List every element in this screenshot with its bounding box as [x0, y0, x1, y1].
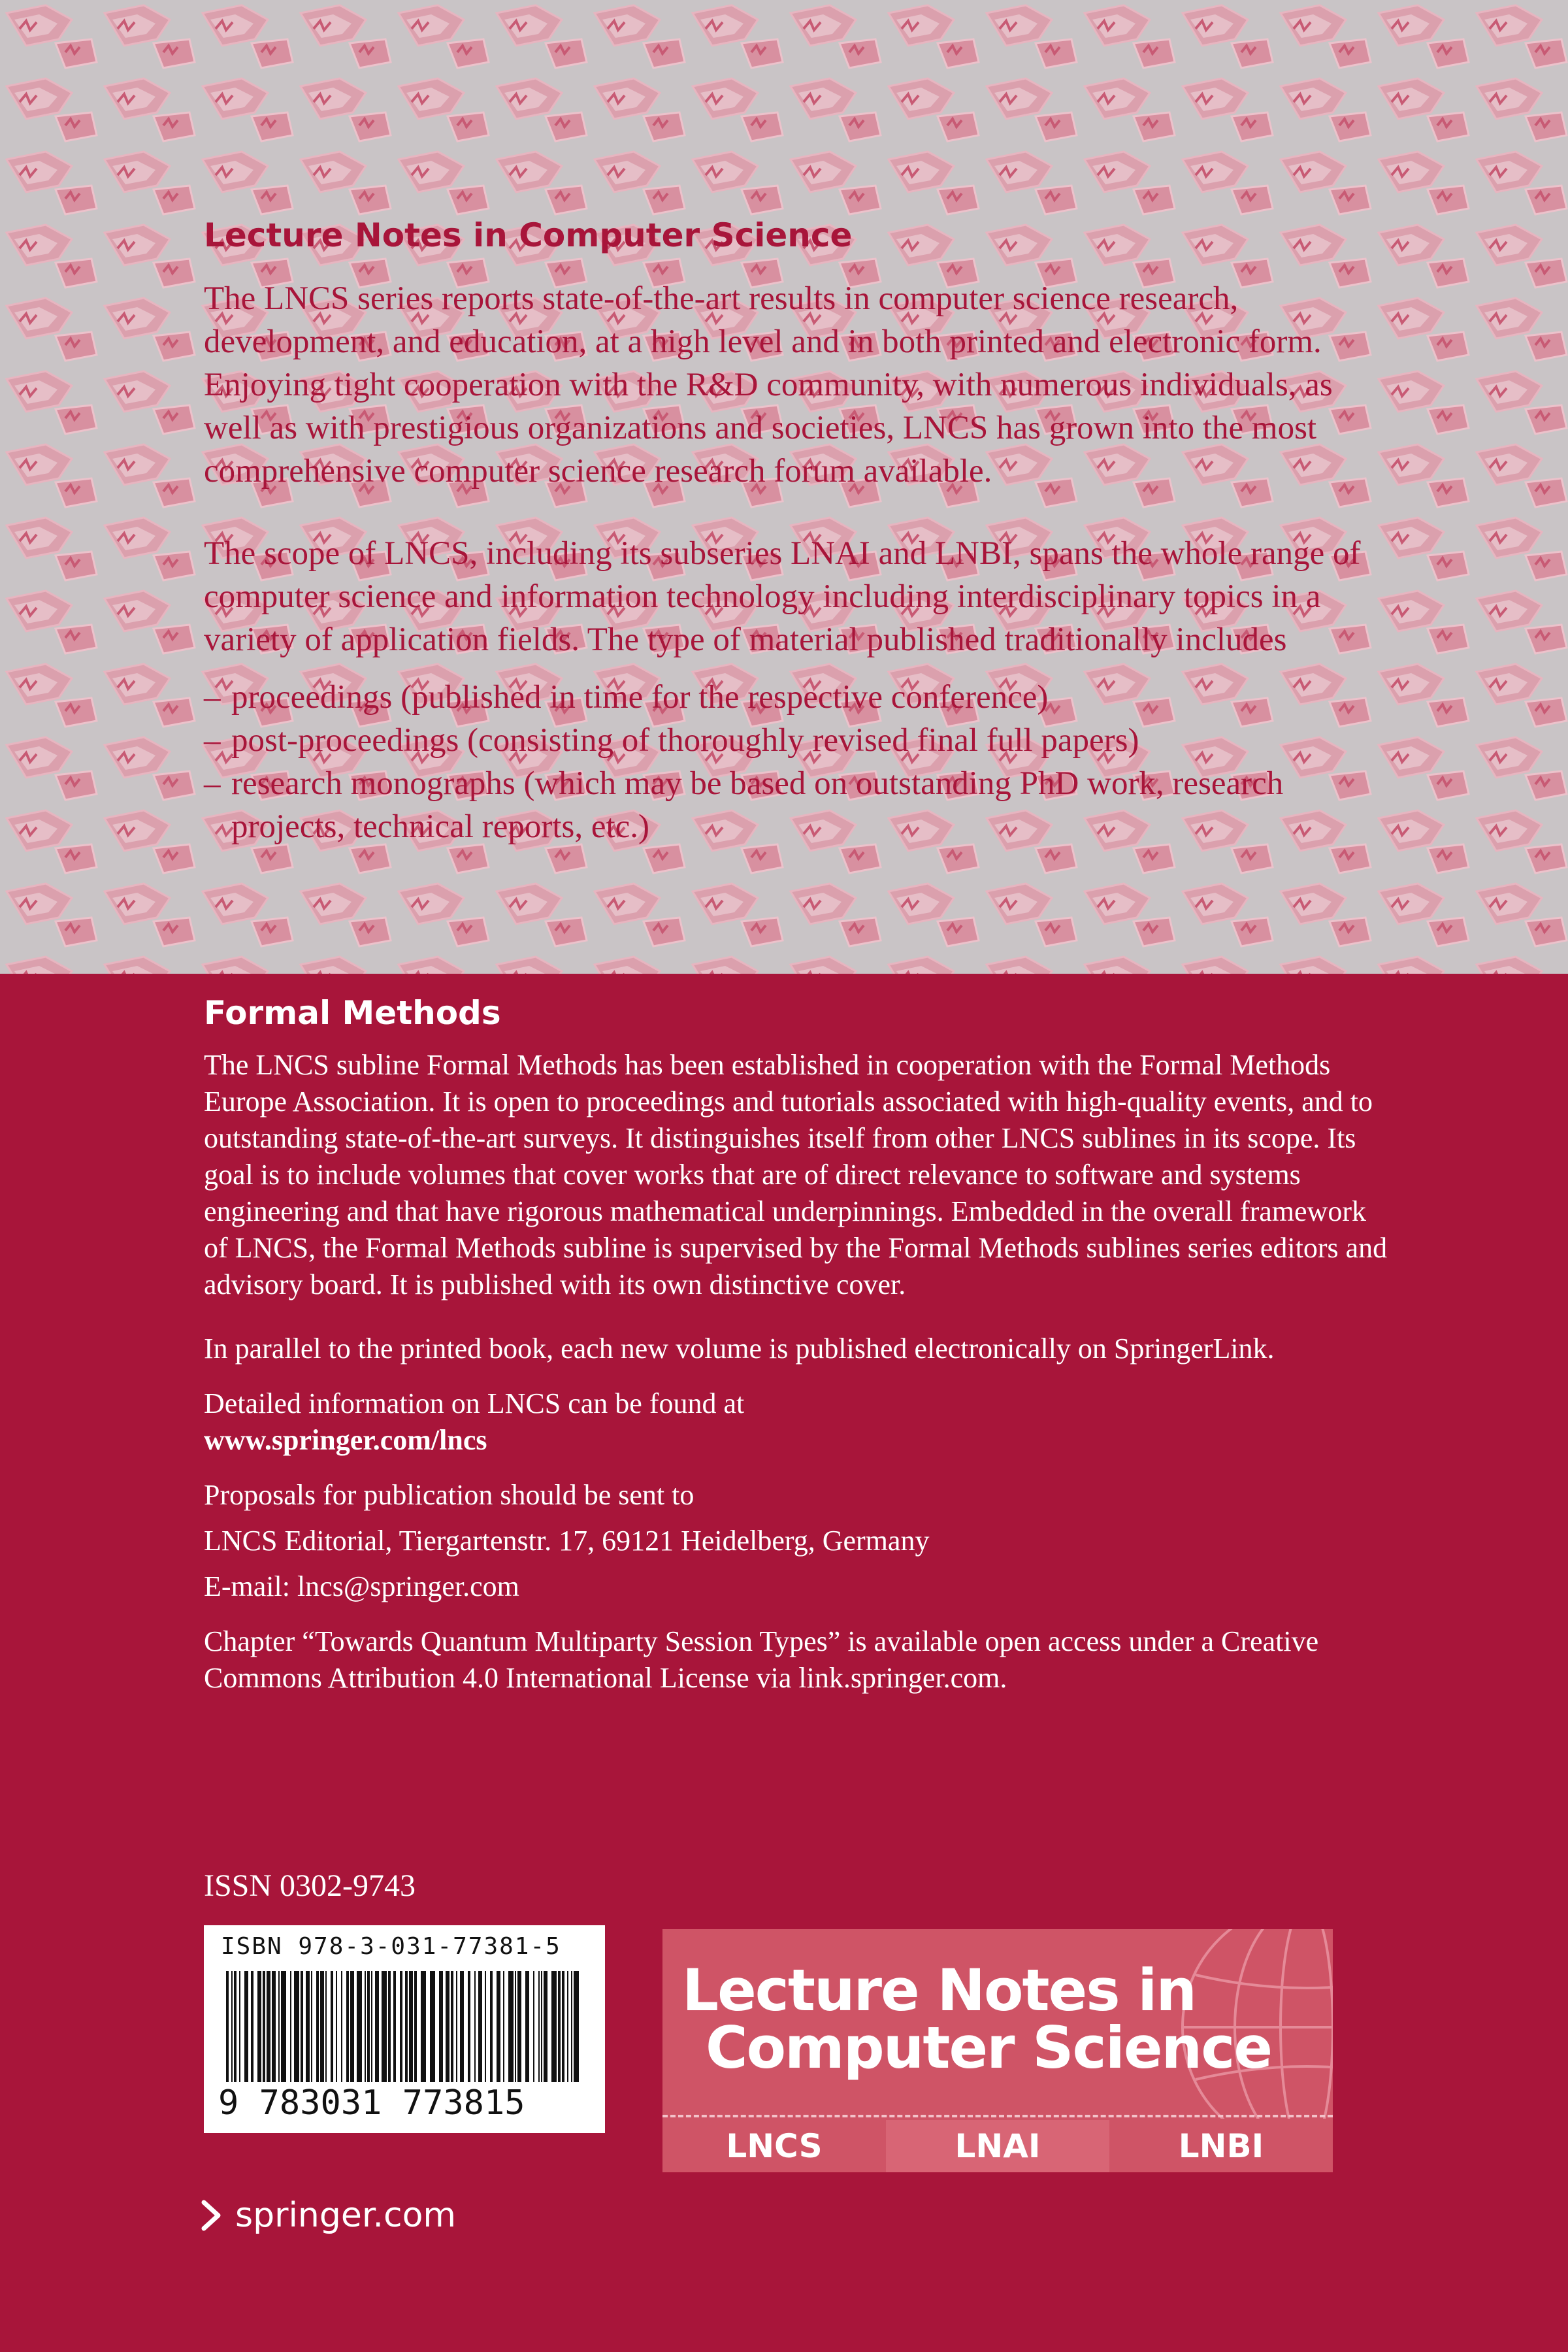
logo-tab-lncs: LNCS	[726, 2127, 823, 2165]
barcode-bars	[226, 1971, 583, 2089]
barcode-bar	[281, 1971, 286, 2082]
barcode-bar	[485, 1971, 486, 2082]
list-item-text: proceedings (published in time for the respective conference)	[231, 679, 1049, 716]
springer-link-text: springer.com	[235, 2196, 457, 2235]
barcode-bar	[456, 1971, 457, 2082]
email-line: E-mail: lncs@springer.com	[204, 1570, 519, 1602]
isbn-barcode	[204, 1925, 605, 2133]
barcode-bar	[311, 1971, 312, 2082]
ean-digits: 9 783031 773815	[218, 2083, 525, 2123]
barcode-bar	[267, 1971, 270, 2082]
editorial-address: LNCS Editorial, Tiergartenstr. 17, 69121 Heidelberg, Germany	[204, 1525, 930, 1557]
list-item: – research monographs (which may be based on outstanding PhD work, research projects, technical reports, etc.)	[204, 762, 1380, 848]
barcode-bar	[421, 1971, 426, 2082]
barcode-bar	[388, 1971, 391, 2082]
list-item-text: research monographs (which may be based on outstanding PhD work, research projects, technical reports, etc.)	[231, 765, 1284, 845]
barcode-bar	[405, 1971, 408, 2082]
barcode-bar	[393, 1971, 396, 2082]
barcode-bar	[226, 1971, 229, 2082]
barcode-bar	[503, 1971, 504, 2082]
open-access-note: Chapter “Towards Quantum Multiparty Session Types” is available open access under a Creative Commons Attribution 4.0 International License via link.springer.com.	[204, 1625, 1319, 1694]
logo-title-line2: Computer Science	[706, 2014, 1272, 2081]
barcode-bar	[517, 1971, 521, 2082]
barcode-bar	[320, 1971, 324, 2082]
barcode-bar	[567, 1971, 568, 2082]
barcode-bar	[251, 1971, 253, 2082]
subline-heading: Formal Methods	[204, 994, 501, 1032]
barcode-bar	[294, 1971, 299, 2082]
barcode-bar	[451, 1971, 453, 2082]
issn-number: ISSN 0302-9743	[204, 1868, 416, 1903]
proposals-line: Proposals for publication should be sent to	[204, 1479, 694, 1511]
electronic-note: In parallel to the printed book, each new volume is published electronically on SpringerLink.	[204, 1333, 1275, 1365]
barcode-bar	[341, 1971, 342, 2082]
barcode-bar	[375, 1971, 379, 2082]
barcode-bar	[346, 1971, 349, 2082]
barcode-bar	[365, 1971, 366, 2082]
barcode-bar	[414, 1971, 417, 2082]
barcode-bar	[382, 1971, 387, 2082]
barcode-bar	[446, 1971, 449, 2082]
barcode-bar	[574, 1971, 579, 2082]
barcode-bar	[474, 1971, 476, 2082]
barcode-bar	[231, 1971, 233, 2082]
info-url-link[interactable]: www.springer.com/lncs	[204, 1424, 487, 1456]
barcode-bar	[525, 1971, 529, 2082]
barcode-bar	[239, 1971, 240, 2082]
logo-tab-lnai: LNAI	[886, 2120, 1109, 2172]
series-scope: The scope of LNCS, including its subseries LNAI and LNBI, spans the whole range of computer science and information technology including interdisciplinary topics in a variety of application fields. The type of material published traditionally includes	[204, 535, 1361, 658]
list-item-text: post-proceedings (consisting of thoroughly revised final full papers)	[231, 722, 1139, 759]
barcode-bar	[272, 1971, 276, 2082]
barcode-bar	[409, 1971, 413, 2082]
barcode-bar	[508, 1971, 514, 2082]
barcode-bar	[350, 1971, 354, 2082]
barcode-bar	[331, 1971, 333, 2082]
barcode-bar	[278, 1971, 280, 2082]
barcode-bar	[306, 1971, 310, 2082]
barcode-bar	[571, 1971, 572, 2082]
info-line: Detailed information on LNCS can be found at	[204, 1387, 745, 1419]
logo-divider	[662, 2115, 1333, 2117]
lncs-series-logo	[662, 1929, 1333, 2172]
logo-title-line1: Lecture Notes in	[682, 1957, 1196, 2024]
barcode-bar	[263, 1971, 265, 2082]
springer-website-link[interactable]	[200, 2196, 456, 2235]
barcode-bar	[544, 1971, 547, 2082]
list-item: – proceedings (published in time for the respective conference)	[204, 676, 1380, 719]
barcode-bar	[430, 1971, 435, 2082]
barcode-bar	[478, 1971, 482, 2082]
barcode-bar	[515, 1971, 516, 2082]
barcode-bar	[533, 1971, 534, 2082]
barcode-bar	[257, 1971, 261, 2082]
barcode-bar	[562, 1971, 564, 2082]
barcode-bar	[400, 1971, 402, 2082]
series-info-panel	[0, 0, 1568, 974]
barcode-bar	[244, 1971, 248, 2082]
barcode-bar	[325, 1971, 327, 2082]
series-heading: Lecture Notes in Computer Science	[204, 216, 853, 254]
isbn-label: ISBN 978-3-031-77381-5	[221, 1933, 561, 1960]
barcode-bar	[468, 1971, 470, 2082]
barcode-bar	[301, 1971, 303, 2082]
logo-tab-lnbi: LNBI	[1178, 2127, 1264, 2165]
barcode-bar	[460, 1971, 464, 2082]
barcode-bar	[439, 1971, 443, 2082]
barcode-bar	[234, 1971, 237, 2082]
barcode-bar	[371, 1971, 372, 2082]
barcode-bar	[551, 1971, 557, 2082]
barcode-bar	[497, 1971, 500, 2082]
series-description: The LNCS series reports state-of-the-art results in computer science research, development, and education, at a high level and in both printed and electronic form. Enjoying tight cooperation with the R&D community, with numerous individuals, as well as with prestigious organizations and societies, LNCS has grown into the most comprehensive computer science research forum available.	[204, 280, 1333, 489]
barcode-bar	[541, 1971, 542, 2082]
list-item: – post-proceedings (consisting of thoroughly revised final full papers)	[204, 719, 1380, 762]
subline-description: The LNCS subline Formal Methods has been established in cooperation with the Formal Methods Europe Association. It is open to proceedings and tutorials associated with high-quality events, and to outstanding state-of-the-art surveys. It distinguishes itself from other LNCS sublines in its scope. Its goal is to include volumes that cover works that are of direct relevance to software and systems engineering and that have rigorous mathematical underpinnings. Embedded in the overall framework of LNCS, the Formal Methods subline is supervised by the Formal Methods sublines series editors and advisory board. It is published with its own distinctive cover.	[204, 1049, 1388, 1300]
subline-info	[204, 993, 1393, 1697]
barcode-bar	[558, 1971, 561, 2082]
barcode-bar	[316, 1971, 319, 2082]
chevron-right-icon	[200, 2200, 222, 2231]
barcode-bar	[357, 1971, 362, 2082]
barcode-bar	[538, 1971, 540, 2082]
barcode-bar	[290, 1971, 291, 2082]
barcode-bar	[367, 1971, 370, 2082]
barcode-bar	[490, 1971, 493, 2082]
barcode-bar	[336, 1971, 337, 2082]
